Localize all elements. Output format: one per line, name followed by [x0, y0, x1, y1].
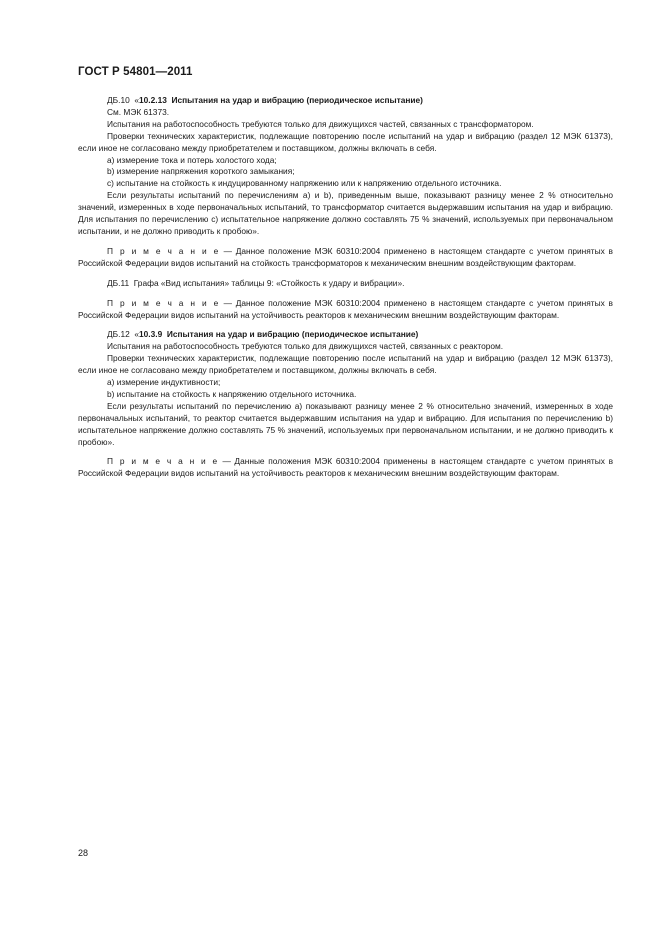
page-number: 28 [78, 848, 89, 858]
paragraph: Проверки технических характеристик, подлежащие повторению после испытаний на удар и вибрацию (раздел 12 МЭК 61373), если иное не согласовано между приобретателем и поставщиком, должны включать в себя. [78, 130, 613, 153]
paragraph: Если результаты испытаний по перечислениям а) и b), приведенным выше, показывают разницу менее 2 % относительно значений, измеренных в ходе первоначальных испытаний, то трансформатор считается выдержавшим испытания на удар и вибрацию. Для испытания по перечислению с) испытательное напряжение должно составлять 75 % значений, используемых при первоначальном испытании, и не должно приводить к пробою». [78, 190, 613, 236]
list-item: a) измерение индуктивности; [107, 377, 221, 388]
list-item: c) испытание на стойкость к индуцированному напряжению или к напряжению отдельного источника. [107, 178, 502, 189]
paragraph: Проверки технических характеристик, подлежащие повторению после испытаний на удар и вибрацию (раздел 12 МЭК 61373), если иное не согласовано между приобретателем и поставщиком, должны включать в себя. [78, 353, 613, 376]
clause-ref: 10.2.13 [139, 95, 167, 105]
paragraph: Испытания на работоспособность требуются только для движущихся частей, связанных с реактором. [107, 341, 504, 352]
section-heading-db10 [78, 95, 613, 107]
page-header: ГОСТ Р 54801—2011 [78, 66, 193, 78]
note-text: — Данное положение МЭК 60310:2004 применено в настоящем стандарте с учетом принятых в Российской Федерации видов испытаний на стойкость трансформаторов к механическим внешним воздействующим факторам. [78, 245, 613, 268]
quote-mark: « [134, 95, 140, 105]
paragraph: Испытания на работоспособность требуются только для движущихся частей, связанных с трансформатором. [107, 118, 534, 129]
note [78, 246, 613, 270]
list-item: b) испытание на стойкость к напряжению отдельного источника. [107, 388, 357, 399]
document-body [78, 95, 613, 480]
section-number: ДБ.10 [107, 95, 130, 105]
note-label: П р и м е ч а н и е [107, 456, 219, 467]
list-item: b) измерение напряжения короткого замыкания; [107, 166, 295, 177]
note [78, 298, 613, 322]
section-number: ДБ.12 [107, 329, 130, 340]
note-text: — Данное положение МЭК 60310:2004 применено в настоящем стандарте с учетом принятых в Российской Федерации видов испытаний на устойчивость реакторов к механическим внешним воздействующим факторам. [78, 297, 613, 320]
note-label: П р и м е ч а н и е [107, 245, 220, 256]
note [78, 456, 613, 480]
note-text: — Данные положения МЭК 60310:2004 применены в настоящем стандарте с учетом принятых в Российской Федерации видов испытаний на устойчивость реакторов к механическим внешним воздействующим факторам. [78, 456, 614, 479]
section-text: Графа «Вид испытания» таблицы 9: «Стойкость к удару и вибрации». [133, 277, 405, 288]
section-heading-db12 [78, 329, 613, 341]
clause-title: Испытания на удар и вибрацию (периодическое испытание) [171, 95, 423, 105]
section-number: ДБ.11 [107, 277, 130, 288]
note-label: П р и м е ч а н и е [107, 297, 220, 308]
clause-ref: 10.3.9 [139, 329, 163, 340]
list-item: a) измерение тока и потерь холостого хода; [107, 154, 277, 165]
paragraph: Если результаты испытаний по перечислению а) показывают разницу менее 2 % относительно значений, измеренных в ходе первоначальных испытаний, то реактор считается выдержавшим испытания на удар и вибрацию. Для испытания по перечислению b) испытательное напряжение должно составлять 75 % значений, используемых при первоначальном испытании, и не должно приводить к пробою». [78, 400, 613, 447]
paragraph: См. МЭК 61373. [107, 106, 170, 117]
clause-title: Испытания на удар и вибрацию (периодическое испытание) [166, 329, 419, 340]
quote-mark: « [134, 329, 140, 340]
section-heading-db11 [78, 278, 613, 290]
